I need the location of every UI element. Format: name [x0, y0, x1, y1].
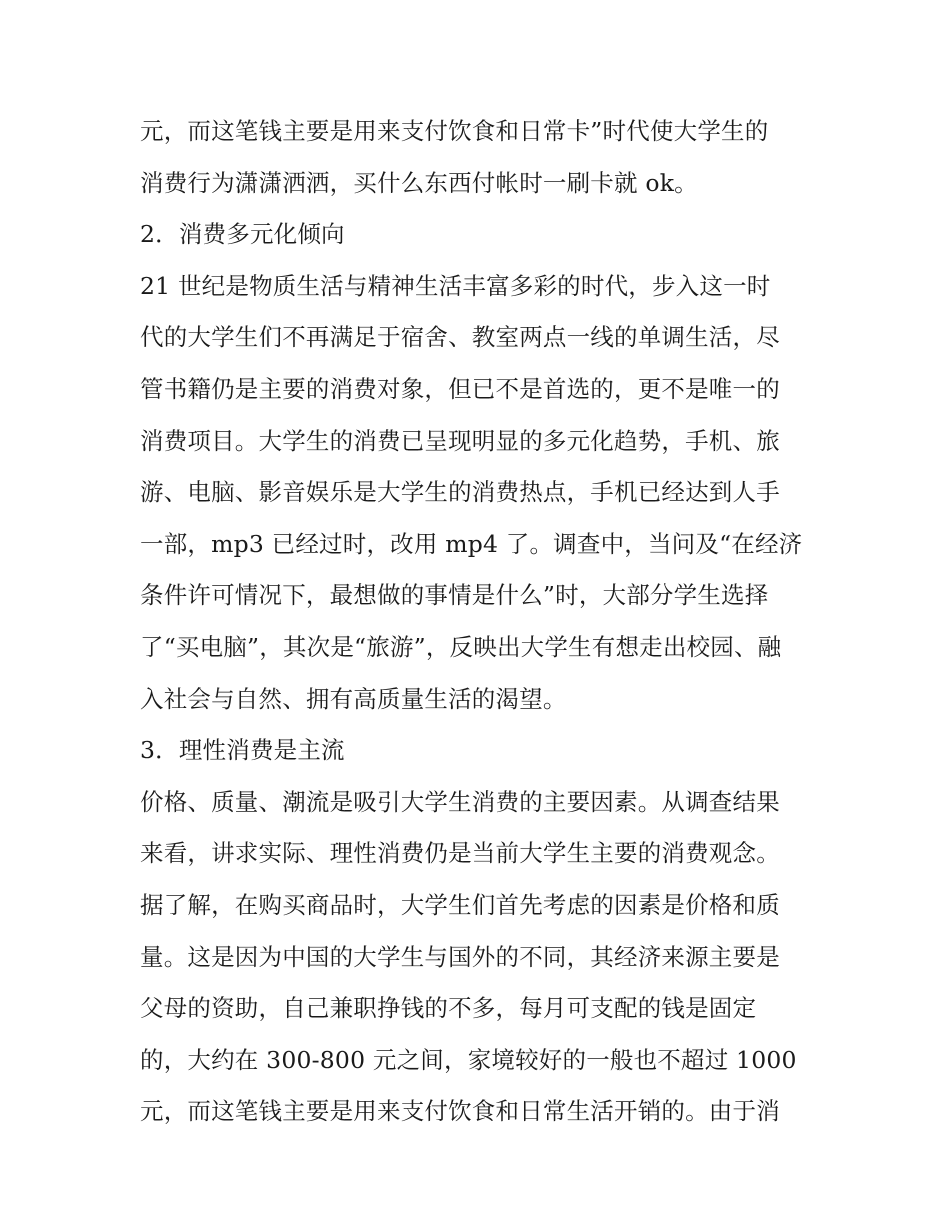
paragraph-line: 价格、质量、潮流是吸引大学生消费的主要因素。从调查结果 [140, 787, 780, 816]
paragraph-line: 一部，mp3 已经过时，改用 mp4 了。调查中，当问及“在经济 [140, 529, 803, 558]
paragraph-line: 管书籍仍是主要的消费对象，但已不是首选的，更不是唯一的 [140, 374, 780, 403]
paragraph-line: 的，大约在 300-800 元之间，家境较好的一般也不超过 1000 [140, 1045, 797, 1074]
paragraph-line: 来看，讲求实际、理性消费仍是当前大学生主要的消费观念。 [140, 839, 780, 868]
paragraph-line: 消费行为潇潇洒洒，买什么东西付帐时一刷卡就 ok。 [140, 168, 698, 197]
section-heading: 2．消费多元化倾向 [140, 220, 345, 249]
section-heading: 3．理性消费是主流 [140, 736, 345, 765]
paragraph-line: 元，而这笔钱主要是用来支付饮食和日常生活开销的。由于消 [140, 1097, 780, 1126]
paragraph-line: 元，而这笔钱主要是用来支付饮食和日常卡”时代使大学生的 [140, 117, 769, 145]
paragraph-line: 代的大学生们不再满足于宿舍、教室两点一线的单调生活，尽 [140, 323, 780, 352]
paragraph-line: 条件许可情况下，最想做的事情是什么”时，大部分学生选择 [140, 581, 769, 610]
paragraph-line: 游、电脑、影音娱乐是大学生的消费热点，手机已经达到人手 [140, 478, 780, 507]
paragraph-line: 父母的资助，自己兼职挣钱的不多，每月可支配的钱是固定 [140, 994, 757, 1023]
paragraph-line: 21 世纪是物质生活与精神生活丰富多彩的时代，步入这一时 [140, 271, 771, 300]
paragraph-line: 量。这是因为中国的大学生与国外的不同，其经济来源主要是 [140, 942, 780, 971]
paragraph-line: 据了解，在购买商品时，大学生们首先考虑的因素是价格和质 [140, 890, 780, 919]
paragraph-line: 入社会与自然、拥有高质量生活的渴望。 [140, 684, 567, 713]
paragraph-line: 了“买电脑”，其次是“旅游”，反映出大学生有想走出校园、融 [140, 632, 782, 661]
body-text [140, 106, 820, 1138]
paragraph-line: 消费项目。大学生的消费已呈现明显的多元化趋势，手机、旅 [140, 426, 780, 455]
